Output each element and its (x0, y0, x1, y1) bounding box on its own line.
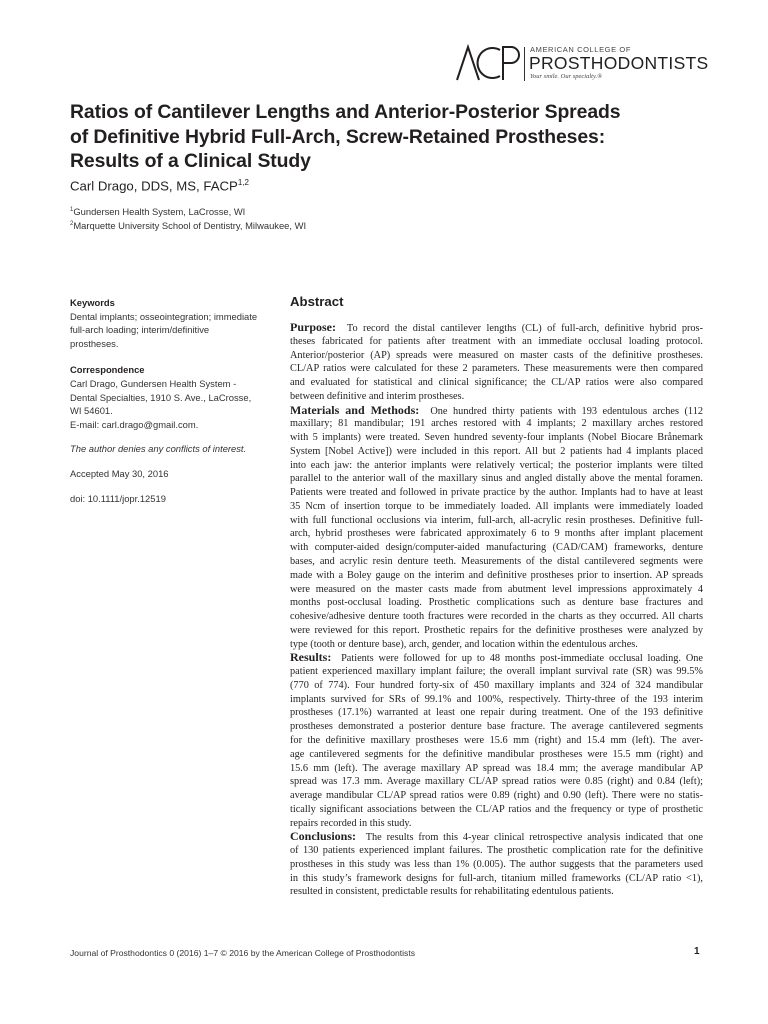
abstract-line-text: 15.6 mm (left). The average maxillary AP spread was 18.4 mm; the average mandibular AP (290, 762, 703, 774)
abstract-line (290, 638, 703, 652)
abstract-line (290, 459, 703, 473)
logo-tagline: Your smile. Our specialty.® (530, 73, 603, 80)
logo-divider (524, 47, 525, 81)
abstract-line (290, 762, 703, 776)
abstract-line-text: prostheses demonstrated a posterior denture base fracture. The average cantilevered segments (290, 721, 703, 733)
conflict-statement: The author denies any conflicts of interest. (70, 443, 247, 455)
abstract-line (290, 830, 703, 844)
abstract-line-text: One hundred thirty patients with 193 edentulous arches (112 (430, 405, 703, 417)
correspondence-heading: Correspondence (70, 364, 145, 376)
abstract-line (290, 541, 703, 555)
keywords-line: full-arch loading; interim/definitive (70, 324, 210, 336)
abstract-line (290, 817, 703, 831)
accepted-date: Accepted May 30, 2016 (70, 467, 169, 479)
abstract-line-text: (770 of 774). Four hundred forty-six of 450 maxillary implants and 324 of 324 mandibular (290, 679, 703, 691)
affiliation-2 (70, 220, 306, 231)
abstract-line (290, 431, 703, 445)
abstract-line (290, 569, 703, 583)
abstract-line (290, 527, 703, 541)
abstract-line (290, 335, 703, 349)
abstract-line (290, 624, 703, 638)
abstract-section-label: Results: (290, 651, 332, 665)
affiliation-text: Gundersen Health System, LaCrosse, WI (73, 206, 246, 217)
author-affiliation-marks: 1,2 (237, 178, 249, 187)
logo-org-small: AMERICAN COLLEGE OF (530, 45, 632, 54)
abstract-line-text: and evaluated for statistical and clinical significance; the CL/AP ratios were also compared (290, 377, 703, 389)
affiliation-1 (70, 206, 245, 217)
affiliation-text: Marquette University School of Dentistry, Milwaukee, WI (73, 220, 307, 231)
abstract-line (290, 693, 703, 707)
abstract-line (290, 321, 703, 335)
abstract-line (290, 885, 703, 899)
abstract-line (290, 610, 703, 624)
abstract-line (290, 720, 703, 734)
keywords-heading: Keywords (70, 297, 115, 308)
abstract-line-text: bases, and acrylic resin denture teeth. Measurements of the distal cantilevered segments were (290, 556, 703, 568)
page-number: 1 (694, 946, 700, 957)
abstract-line-text: Patients were followed for up to 48 months post-immediate occlusal loading. One (341, 653, 703, 665)
abstract-line-text: tically significant associations between the CL/AP ratios and the frequency or type of prosthetic (290, 803, 703, 815)
abstract-line-text: cohesive/adhesive denture tooth fractures were recorded in the charts as they occurred. All charts (290, 611, 703, 623)
title-line: Results of a Clinical Study (70, 150, 311, 172)
abstract-line (290, 500, 703, 514)
abstract-line (290, 651, 703, 665)
abstract-line-text: made with a Boley gauge on the interim and definitive prostheses prior to insertion. AP spreads (290, 569, 703, 581)
abstract-line-text: 35 Ncm of insertion torque to be immediately loaded. All implants were immediately loaded (290, 500, 703, 512)
article-sidebar (70, 296, 275, 505)
abstract-line (290, 349, 703, 363)
abstract-line-text: age cantilevered segments for the definitive mandibular prostheses were 15.5 mm (right) and (290, 748, 703, 760)
abstract-line (290, 596, 703, 610)
abstract-line (290, 472, 703, 486)
author-line (70, 178, 249, 193)
affiliation-mark: 1 (70, 206, 74, 213)
abstract-line (290, 734, 703, 748)
title-line: of Definitive Hybrid Full-Arch, Screw-Retained Prostheses: (70, 125, 606, 148)
correspondence-email[interactable]: E-mail: carl.drago@gmail.com. (70, 418, 199, 430)
abstract-line (290, 486, 703, 500)
correspondence-line: Dental Specialties, 1910 S. Ave., LaCrosse, (70, 391, 252, 403)
abstract-line-text: resulted in consistent, predictable results for rehabilitating edentulous patients. (290, 886, 614, 898)
abstract-line-text: maxillary; 81 mandibular; 191 arches restored with 4 implants; 2 maxillary arches restored (290, 418, 703, 430)
article-title (70, 100, 710, 174)
abstract-section-label: Materials and Methods: (290, 403, 420, 417)
doi-link[interactable]: doi: 10.1111/jopr.12519 (70, 492, 166, 504)
abstract-line-text: theses fabricated for patients after treatment with an immediate occlusal loading protocol. (290, 335, 703, 347)
affiliation-mark: 2 (70, 220, 74, 227)
abstract-line (290, 514, 703, 528)
abstract-line-text: were measured on the master casts made from abutment level impressions approximately 4 (290, 583, 703, 595)
author-name: Carl Drago, DDS, MS, FACP (70, 178, 238, 194)
abstract-line (290, 445, 703, 459)
abstract-line-text: for the definitive maxillary prostheses were 15.6 mm (right) and 15.4 mm (left). The aver- (290, 734, 703, 746)
abstract-line (290, 706, 703, 720)
abstract-section-label: Purpose: (290, 321, 336, 334)
abstract-line-text: CL/AP ratios were calculated for these 2 parameters. These measurements were then compared (290, 363, 703, 375)
keywords-line: prostheses. (70, 337, 119, 349)
abstract-line-text: To record the distal cantilever lengths (CL) of full-arch, definitive hybrid pros- (346, 323, 703, 334)
abstract-line-text: with computer-aided design/computer-aided manufacturing (CAD/CAM) frameworks, denture (290, 542, 703, 554)
correspondence-line: WI 54601. (70, 405, 113, 417)
abstract-line-text: were reviewed for this report. Prosthetic repairs for the definitive prostheses were analyzed by (290, 624, 703, 636)
abstract-line (290, 390, 703, 404)
abstract-line-text: with 5 implants) were treated. Seven hundred seventy-four implants (Nobel Biocare Brånemark (290, 432, 703, 444)
abstract-line-text: implants survived for SRs of 99.1% and 100%, respectively. Thirty-three of the 193 interim (290, 693, 703, 705)
abstract-line-text: System [Nobel Active]) were included in this report. All but 2 patients had 4 implants placed (290, 445, 703, 457)
journal-citation: Journal of Prosthodontics 0 (2016) 1–7 © 2016 by the American College of Prosthodontists (70, 948, 416, 958)
abstract-line-text: months post-occlusal loading. Prosthetic complications such as denture base fractures and (290, 597, 703, 609)
abstract-line-text: spread was 17.3 mm. Average maxillary CL/AP spread ratios were 0.85 (right) and 0.84 (left); (290, 776, 703, 788)
abstract-line (290, 417, 703, 431)
abstract-line-text: The results from this 4-year clinical retrospective analysis indicated that one (365, 832, 703, 844)
abstract-line-text: Patients were treated and followed in private practice by the author. Implants had to have at least (290, 487, 703, 499)
abstract-line (290, 583, 703, 597)
abstract-line-text: between definitive and interim prostheses. (290, 390, 465, 402)
abstract-line-text: prostheses in this study was less than 1% (0.005). The author suggests that the parameters used (290, 858, 703, 870)
abstract-line (290, 858, 703, 872)
abstract-line (290, 665, 703, 679)
abstract-line-text: of 130 patients experienced implant failures. The prosthetic complication rate for the definitive (290, 845, 703, 857)
abstract-section-label: Conclusions: (290, 830, 357, 844)
abstract-body (290, 321, 703, 899)
correspondence-line: Carl Drago, Gundersen Health System - (70, 377, 237, 389)
abstract-line (290, 555, 703, 569)
abstract-line-text: average mandibular CL/AP spread ratios were 0.89 (right) and 0.90 (left). There were no statis- (290, 790, 703, 802)
abstract-line-text: in this study’s framework designs for full-arch, titanium milled frameworks (CL/AP ratio <1), (290, 872, 703, 884)
abstract-line (290, 775, 703, 789)
acp-logo (456, 44, 709, 84)
abstract-line-text: prostheses (17.1%) warranted at least one repair during treatment. One of the 193 definitive (290, 707, 703, 719)
abstract-line (290, 803, 703, 817)
abstract-line (290, 844, 703, 858)
abstract-line-text: Anterior/posterior (AP) spreads were measured on master casts of the definitive prostheses. (290, 349, 703, 361)
abstract-line (290, 872, 703, 886)
title-line: Ratios of Cantilever Lengths and Anterior-Posterior Spreads (70, 101, 621, 123)
abstract-heading: Abstract (290, 294, 344, 309)
abstract-line (290, 362, 703, 376)
abstract-line-text: with full functional occlusions via interim, full-arch, all-acrylic resin prostheses. Definitive full- (290, 514, 703, 526)
abstract-line (290, 789, 703, 803)
abstract-line (290, 679, 703, 693)
keywords-line: Dental implants; osseointegration; immediate (70, 310, 258, 322)
abstract-line-text: parallel to the anterior wall of the maxillary sinus and angled distally above the mental foramen. (290, 473, 703, 485)
abstract-line-text: arch, hybrid prostheses were fabricated approximately 6 to 9 months after implant placement (290, 528, 703, 540)
acp-monogram-icon (456, 44, 520, 82)
abstract-line-text: repairs recorded in this study. (290, 817, 412, 829)
abstract-line (290, 376, 703, 390)
abstract-line-text: into each jaw: the anterior implants were relatively vertical; the posterior implants were tilted (290, 459, 703, 471)
abstract-line (290, 748, 703, 762)
abstract-line-text: patient experienced maxillary implant failure; the overall implant survival rate (SR) was 99.5% (290, 666, 703, 678)
abstract-line-text: type (tooth or denture base), arch, gender, and location within the edentulous arches. (290, 638, 638, 650)
abstract-line (290, 404, 703, 418)
logo-org-name: PROSTHODONTISTS (529, 53, 709, 73)
